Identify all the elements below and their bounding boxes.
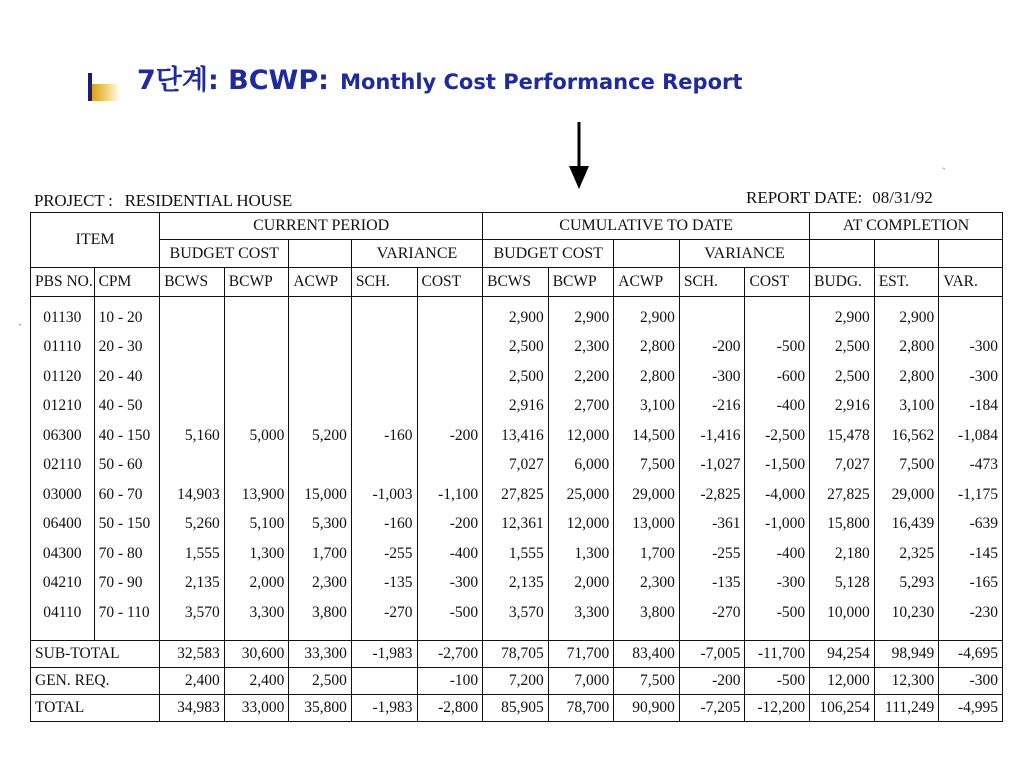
- cell-cpm: 20 - 30: [94, 333, 160, 363]
- cell-est: 2,800: [874, 333, 939, 363]
- table-row: [31, 421, 1003, 451]
- cell-bcws: 2,400: [160, 667, 225, 694]
- cell-budg: 2,916: [810, 392, 875, 422]
- cell-sch: [351, 333, 417, 363]
- cell-cum-sch: [679, 297, 745, 333]
- table-row: [31, 480, 1003, 510]
- cell-budg: 94,254: [810, 640, 875, 667]
- scan-speck: ·: [18, 318, 22, 332]
- cell-acwp: 5,200: [289, 421, 352, 451]
- current-budget-cost-header: BUDGET COST: [160, 240, 289, 268]
- cell-cost: -500: [417, 598, 483, 628]
- cell-acwp: [289, 333, 352, 363]
- col-header-pbs-no: PBS NO.: [31, 268, 95, 297]
- cell-bcwp: 1,300: [224, 539, 289, 569]
- cell-est: 16,439: [874, 510, 939, 540]
- col-header-bcwp: BCWP: [224, 268, 289, 297]
- cell-acwp: [289, 297, 352, 333]
- cell-cum-sch: -200: [679, 667, 745, 694]
- cell-cpm: 40 - 50: [94, 392, 160, 422]
- item-header: ITEM: [31, 213, 160, 268]
- cell-bcwp: [224, 297, 289, 333]
- project-value: RESIDENTIAL HOUSE: [124, 191, 293, 210]
- spacer-cell: [614, 628, 680, 641]
- cell-cum-bcws: 2,135: [483, 569, 549, 599]
- cell-bcws: 3,570: [160, 598, 225, 628]
- cell-pbs-no: 04300: [31, 539, 95, 569]
- cell-est: 2,325: [874, 539, 939, 569]
- cell-acwp: 15,000: [289, 480, 352, 510]
- sub-total-row: [31, 640, 1003, 667]
- table-row: [31, 451, 1003, 481]
- cell-cum-cost: -4,000: [745, 480, 810, 510]
- cell-est: 7,500: [874, 451, 939, 481]
- cell-cum-bcwp: 2,300: [548, 333, 614, 363]
- cell-cum-cost: -500: [745, 333, 810, 363]
- header-row-subgroups: [31, 240, 1003, 268]
- col-header-cum-sch: SCH.: [679, 268, 745, 297]
- cell-bcws: 5,260: [160, 510, 225, 540]
- cell-bcwp: 2,400: [224, 667, 289, 694]
- cell-budg: 2,500: [810, 362, 875, 392]
- cumulative-budget-cost-header: BUDGET COST: [483, 240, 614, 268]
- cell-sch: [351, 392, 417, 422]
- cell-cum-cost: -1,000: [745, 510, 810, 540]
- cell-cum-bcwp: 7,000: [548, 667, 614, 694]
- cell-bcwp: [224, 392, 289, 422]
- spacer-cell: [548, 628, 614, 641]
- spacer-cell: [745, 628, 810, 641]
- project-label: PROJECT :: [34, 191, 113, 210]
- cell-cum-bcwp: 2,900: [548, 297, 614, 333]
- cell-bcws: 2,135: [160, 569, 225, 599]
- cell-var: -1,175: [939, 480, 1003, 510]
- table-row: [31, 392, 1003, 422]
- cell-cum-acwp: 2,800: [614, 333, 680, 363]
- cell-cum-sch: -1,416: [679, 421, 745, 451]
- cell-sch: -1,983: [351, 640, 417, 667]
- cell-sch: [351, 667, 417, 694]
- cell-acwp: 1,700: [289, 539, 352, 569]
- cell-bcwp: 5,000: [224, 421, 289, 451]
- completion-blank-header: [810, 240, 875, 268]
- cell-total-label: TOTAL: [31, 694, 160, 721]
- table-row: [31, 569, 1003, 599]
- cell-cum-bcwp: 12,000: [548, 510, 614, 540]
- cell-pbs-no: 03000: [31, 480, 95, 510]
- cell-cum-sch: -200: [679, 333, 745, 363]
- cell-budg: 2,180: [810, 539, 875, 569]
- cumulative-acwp-blank-header: [614, 240, 680, 268]
- cell-cost: [417, 297, 483, 333]
- cell-sch: -160: [351, 510, 417, 540]
- table-row: [31, 510, 1003, 540]
- cell-var: -145: [939, 539, 1003, 569]
- total-row: [31, 694, 1003, 721]
- cell-bcwp: 2,000: [224, 569, 289, 599]
- cell-cpm: 10 - 20: [94, 297, 160, 333]
- cell-cum-bcwp: 78,700: [548, 694, 614, 721]
- table-row: [31, 598, 1003, 628]
- cell-pbs-no: 01110: [31, 333, 95, 363]
- cell-cum-bcws: 2,500: [483, 362, 549, 392]
- cell-bcws: [160, 451, 225, 481]
- cell-cum-bcws: 2,500: [483, 333, 549, 363]
- cell-var: -300: [939, 362, 1003, 392]
- spacer-cell: [160, 628, 225, 641]
- cell-cost: [417, 333, 483, 363]
- cell-cost: [417, 451, 483, 481]
- cell-bcwp: [224, 333, 289, 363]
- cell-cum-bcws: 7,027: [483, 451, 549, 481]
- cell-est: 111,249: [874, 694, 939, 721]
- cell-cum-bcwp: 2,000: [548, 569, 614, 599]
- cell-cum-acwp: 2,800: [614, 362, 680, 392]
- down-arrow-icon: [568, 122, 590, 190]
- cell-cum-sch: -2,825: [679, 480, 745, 510]
- col-header-cost: COST: [417, 268, 483, 297]
- cell-cum-bcwp: 1,300: [548, 539, 614, 569]
- spacer-cell: [679, 628, 745, 641]
- cell-acwp: 3,800: [289, 598, 352, 628]
- project-line: [34, 191, 292, 211]
- cell-sch: -135: [351, 569, 417, 599]
- cell-cum-cost: -600: [745, 362, 810, 392]
- cell-sch: -160: [351, 421, 417, 451]
- table-spacer-row: [31, 628, 1003, 641]
- cell-est: 2,800: [874, 362, 939, 392]
- cell-var: -165: [939, 569, 1003, 599]
- current-variance-header: VARIANCE: [351, 240, 482, 268]
- current-period-header: CURRENT PERIOD: [160, 213, 483, 240]
- cell-cpm: 70 - 80: [94, 539, 160, 569]
- cell-cost: -300: [417, 569, 483, 599]
- cell-cum-acwp: 13,000: [614, 510, 680, 540]
- current-acwp-blank-header: [289, 240, 352, 268]
- cell-cum-bcws: 12,361: [483, 510, 549, 540]
- cell-var: -184: [939, 392, 1003, 422]
- spacer-cell: [94, 628, 160, 641]
- cell-cum-cost: [745, 297, 810, 333]
- report-date-label: REPORT DATE:: [746, 188, 863, 207]
- gen-req-row: [31, 667, 1003, 694]
- cell-var: -639: [939, 510, 1003, 540]
- col-header-cum-bcws: BCWS: [483, 268, 549, 297]
- col-header-var: VAR.: [939, 268, 1003, 297]
- cell-budg: 7,027: [810, 451, 875, 481]
- cell-acwp: 5,300: [289, 510, 352, 540]
- cell-var: -4,695: [939, 640, 1003, 667]
- cell-acwp: [289, 392, 352, 422]
- cell-budg: 27,825: [810, 480, 875, 510]
- cell-est: 3,100: [874, 392, 939, 422]
- cell-cum-acwp: 29,000: [614, 480, 680, 510]
- cell-budg: 5,128: [810, 569, 875, 599]
- cell-pbs-no: 04210: [31, 569, 95, 599]
- cell-bcws: 1,555: [160, 539, 225, 569]
- cell-acwp: [289, 451, 352, 481]
- cell-sch: -255: [351, 539, 417, 569]
- cell-cum-bcwp: 2,700: [548, 392, 614, 422]
- cost-report-document: [30, 190, 1005, 750]
- cell-pbs-no: 06400: [31, 510, 95, 540]
- cell-cum-sch: -216: [679, 392, 745, 422]
- cell-cost: -2,700: [417, 640, 483, 667]
- cell-cum-cost: -500: [745, 598, 810, 628]
- cell-est: 10,230: [874, 598, 939, 628]
- cell-cum-acwp: 7,500: [614, 667, 680, 694]
- cell-cum-bcws: 78,705: [483, 640, 549, 667]
- cell-pbs-no: 01210: [31, 392, 95, 422]
- cumulative-variance-header: VARIANCE: [679, 240, 809, 268]
- cell-cum-bcwp: 6,000: [548, 451, 614, 481]
- cell-bcwp: [224, 362, 289, 392]
- cell-est: 16,562: [874, 421, 939, 451]
- table-row: [31, 297, 1003, 333]
- spacer-cell: [31, 628, 95, 641]
- cell-cum-sch: -1,027: [679, 451, 745, 481]
- cell-cum-bcwp: 2,200: [548, 362, 614, 392]
- spacer-cell: [289, 628, 352, 641]
- cell-cum-cost: -2,500: [745, 421, 810, 451]
- cell-cum-sch: -7,005: [679, 640, 745, 667]
- cell-bcwp: 3,300: [224, 598, 289, 628]
- cell-cpm: 50 - 60: [94, 451, 160, 481]
- spacer-cell: [483, 628, 549, 641]
- spacer-cell: [351, 628, 417, 641]
- slide-title: [137, 58, 742, 102]
- cell-cum-bcwp: 25,000: [548, 480, 614, 510]
- cell-bcwp: 33,000: [224, 694, 289, 721]
- cell-cum-bcwp: 12,000: [548, 421, 614, 451]
- cell-cum-cost: -11,700: [745, 640, 810, 667]
- cell-cost: -400: [417, 539, 483, 569]
- cell-cum-acwp: 2,300: [614, 569, 680, 599]
- cost-performance-table: [30, 212, 1003, 722]
- cell-cum-cost: -1,500: [745, 451, 810, 481]
- cell-cum-bcws: 27,825: [483, 480, 549, 510]
- cell-bcws: [160, 297, 225, 333]
- cell-est: 29,000: [874, 480, 939, 510]
- report-date-value: 08/31/92: [872, 188, 933, 207]
- cell-bcws: 5,160: [160, 421, 225, 451]
- spacer-cell: [417, 628, 483, 641]
- cell-pbs-no: 04110: [31, 598, 95, 628]
- cell-sch: -1,983: [351, 694, 417, 721]
- cell-cum-bcwp: 3,300: [548, 598, 614, 628]
- cell-sch: [351, 362, 417, 392]
- cell-cum-bcws: 1,555: [483, 539, 549, 569]
- cell-var: -300: [939, 667, 1003, 694]
- cell-cpm: 70 - 110: [94, 598, 160, 628]
- cell-bcws: 32,583: [160, 640, 225, 667]
- at-completion-header: AT COMPLETION: [810, 213, 1003, 240]
- cumulative-header: CUMULATIVE TO DATE: [483, 213, 810, 240]
- cell-cost: -1,100: [417, 480, 483, 510]
- header-row-groups: [31, 213, 1003, 240]
- title-bullet-gradient: [92, 84, 120, 101]
- cell-cum-bcwp: 71,700: [548, 640, 614, 667]
- cell-sch: -270: [351, 598, 417, 628]
- cell-total-label: SUB-TOTAL: [31, 640, 160, 667]
- cell-acwp: 2,300: [289, 569, 352, 599]
- cell-var: -4,995: [939, 694, 1003, 721]
- cell-cpm: 60 - 70: [94, 480, 160, 510]
- completion-blank-header: [874, 240, 939, 268]
- table-row: [31, 333, 1003, 363]
- cell-cum-acwp: 7,500: [614, 451, 680, 481]
- spacer-cell: [874, 628, 939, 641]
- cell-cum-sch: -270: [679, 598, 745, 628]
- cell-budg: 106,254: [810, 694, 875, 721]
- cell-budg: 2,500: [810, 333, 875, 363]
- col-header-bcws: BCWS: [160, 268, 225, 297]
- cell-cum-acwp: 1,700: [614, 539, 680, 569]
- cell-cum-acwp: 14,500: [614, 421, 680, 451]
- cell-cum-bcws: 2,900: [483, 297, 549, 333]
- col-header-cum-cost: COST: [745, 268, 810, 297]
- col-header-cpm: CPM: [94, 268, 160, 297]
- cell-pbs-no: 02110: [31, 451, 95, 481]
- cell-cpm: 50 - 150: [94, 510, 160, 540]
- cell-bcws: [160, 362, 225, 392]
- cell-bcwp: [224, 451, 289, 481]
- cell-cum-sch: -135: [679, 569, 745, 599]
- cell-cost: -2,800: [417, 694, 483, 721]
- col-header-cum-bcwp: BCWP: [548, 268, 614, 297]
- cell-cum-cost: -12,200: [745, 694, 810, 721]
- cell-acwp: [289, 362, 352, 392]
- cell-est: 2,900: [874, 297, 939, 333]
- cell-budg: 10,000: [810, 598, 875, 628]
- cell-bcwp: 5,100: [224, 510, 289, 540]
- col-header-cum-acwp: ACWP: [614, 268, 680, 297]
- cell-sch: [351, 297, 417, 333]
- col-header-budg: BUDG.: [810, 268, 875, 297]
- cell-cost: -200: [417, 421, 483, 451]
- cell-est: 5,293: [874, 569, 939, 599]
- cell-var: -300: [939, 333, 1003, 363]
- col-header-acwp: ACWP: [289, 268, 352, 297]
- cell-cum-bcws: 3,570: [483, 598, 549, 628]
- cell-pbs-no: 01120: [31, 362, 95, 392]
- cell-est: 98,949: [874, 640, 939, 667]
- report-date-line: [746, 188, 933, 208]
- scan-speck: ˎ: [942, 156, 946, 170]
- cell-cost: [417, 392, 483, 422]
- cell-cum-acwp: 83,400: [614, 640, 680, 667]
- completion-blank-header: [939, 240, 1003, 268]
- cell-cum-sch: -300: [679, 362, 745, 392]
- cell-budg: 15,478: [810, 421, 875, 451]
- cell-cum-bcws: 85,905: [483, 694, 549, 721]
- cell-var: -1,084: [939, 421, 1003, 451]
- col-header-est: EST.: [874, 268, 939, 297]
- cell-cost: [417, 362, 483, 392]
- cell-cum-cost: -300: [745, 569, 810, 599]
- cell-cum-sch: -255: [679, 539, 745, 569]
- spacer-cell: [939, 628, 1003, 641]
- spacer-cell: [224, 628, 289, 641]
- cell-bcwp: 13,900: [224, 480, 289, 510]
- cell-bcws: [160, 392, 225, 422]
- cell-cum-acwp: 90,900: [614, 694, 680, 721]
- cell-cum-acwp: 2,900: [614, 297, 680, 333]
- cell-bcws: 34,983: [160, 694, 225, 721]
- cell-cum-cost: -400: [745, 539, 810, 569]
- spacer-cell: [810, 628, 875, 641]
- cell-acwp: 2,500: [289, 667, 352, 694]
- cell-cost: -200: [417, 510, 483, 540]
- cell-acwp: 35,800: [289, 694, 352, 721]
- cell-cum-acwp: 3,100: [614, 392, 680, 422]
- cell-est: 12,300: [874, 667, 939, 694]
- header-row-columns: [31, 268, 1003, 297]
- cell-cum-bcws: 2,916: [483, 392, 549, 422]
- report-table-body: [31, 213, 1003, 722]
- cell-sch: [351, 451, 417, 481]
- cell-var: -473: [939, 451, 1003, 481]
- cell-budg: 12,000: [810, 667, 875, 694]
- cell-bcwp: 30,600: [224, 640, 289, 667]
- cell-var: -230: [939, 598, 1003, 628]
- cell-cum-cost: -500: [745, 667, 810, 694]
- slide-title-main: 7단계: BCWP:: [137, 65, 329, 96]
- cell-pbs-no: 06300: [31, 421, 95, 451]
- cell-cum-cost: -400: [745, 392, 810, 422]
- cell-cum-acwp: 3,800: [614, 598, 680, 628]
- cell-cum-sch: -361: [679, 510, 745, 540]
- cell-budg: 2,900: [810, 297, 875, 333]
- cell-cum-bcws: 13,416: [483, 421, 549, 451]
- cell-bcws: 14,903: [160, 480, 225, 510]
- slide-title-sub: Monthly Cost Performance Report: [340, 70, 743, 94]
- cell-cost: -100: [417, 667, 483, 694]
- cell-cpm: 40 - 150: [94, 421, 160, 451]
- table-row: [31, 362, 1003, 392]
- cell-pbs-no: 01130: [31, 297, 95, 333]
- cell-cum-bcws: 7,200: [483, 667, 549, 694]
- cell-cpm: 70 - 90: [94, 569, 160, 599]
- col-header-sch: SCH.: [351, 268, 417, 297]
- cell-acwp: 33,300: [289, 640, 352, 667]
- cell-total-label: GEN. REQ.: [31, 667, 160, 694]
- cell-cpm: 20 - 40: [94, 362, 160, 392]
- cell-budg: 15,800: [810, 510, 875, 540]
- table-row: [31, 539, 1003, 569]
- cell-cum-sch: -7,205: [679, 694, 745, 721]
- cell-bcws: [160, 333, 225, 363]
- cell-var: [939, 297, 1003, 333]
- cell-sch: -1,003: [351, 480, 417, 510]
